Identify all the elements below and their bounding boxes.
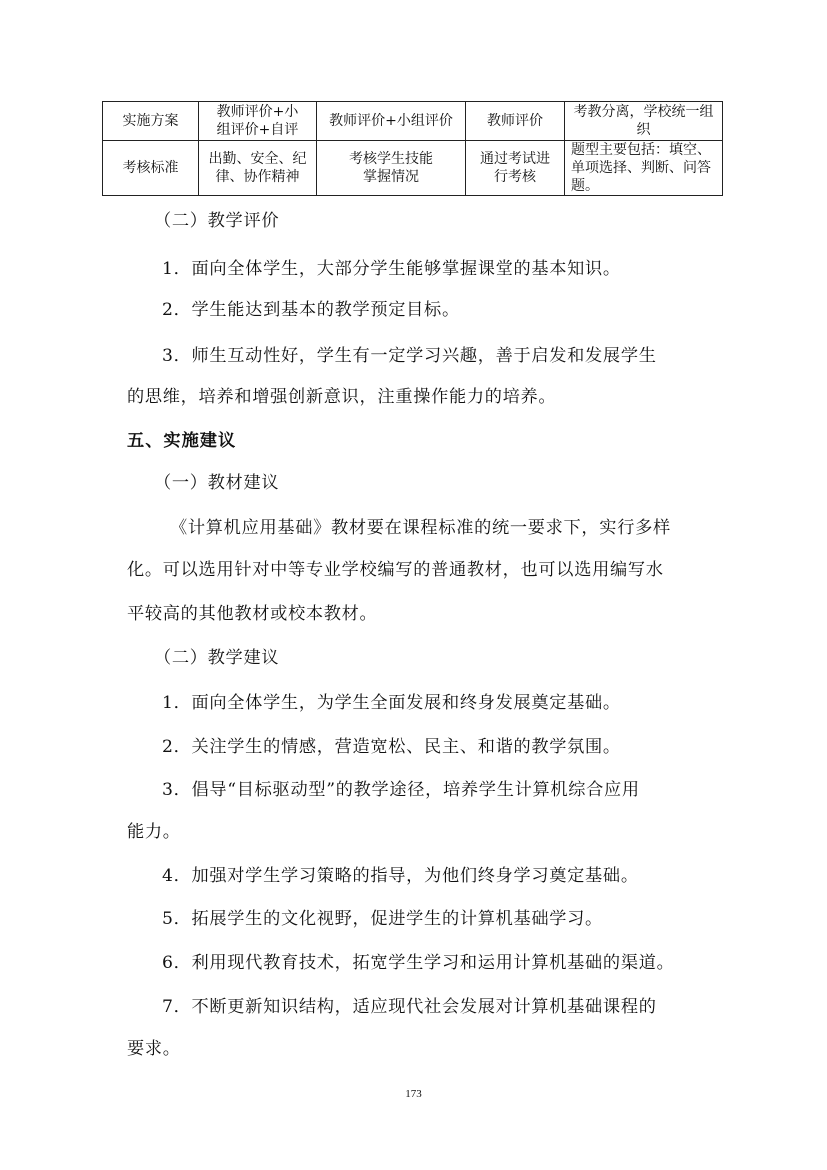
list-item-continuation: 的思维，培养和增强创新意识，注重操作能力的培养。 (127, 387, 557, 407)
section-heading-implementation: 五、实施建议 (127, 431, 237, 451)
table-cell: 教师评价+小组评价 (317, 102, 466, 141)
table-cell: 出勤、安全、纪律、协作精神 (199, 141, 317, 196)
list-item: 6．利用现代教育技术，拓宽学生学习和运用计算机基础的渠道。 (162, 953, 675, 973)
list-item: 7．不断更新知识结构，适应现代社会发展对计算机基础课程的 (162, 997, 657, 1017)
section-heading-teaching-evaluation: （二）教学评价 (154, 211, 280, 231)
table-row (103, 102, 723, 141)
list-item: 1．面向全体学生，大部分学生能够掌握课堂的基本知识。 (162, 259, 621, 279)
list-item: 4．加强对学生学习策略的指导，为他们终身学习奠定基础。 (162, 866, 639, 886)
list-item: 2．关注学生的情感，营造宽松、民主、和谐的教学氛围。 (162, 737, 621, 757)
paragraph-line: 化。可以选用针对中等专业学校编写的普通教材，也可以选用编写水 (127, 560, 664, 580)
paragraph-line: 平较高的其他教材或校本教材。 (127, 604, 378, 624)
table-cell: 通过考试进行考核 (466, 141, 565, 196)
list-item-continuation: 要求。 (127, 1039, 181, 1059)
assessment-table (102, 101, 723, 196)
page-number: 173 (405, 1088, 422, 1100)
list-item: 2．学生能达到基本的教学预定目标。 (162, 300, 460, 320)
table-cell: 教师评价 (466, 102, 565, 141)
table-cell: 题型主要包括：填空、单项选择、判断、问答题。 (565, 141, 723, 196)
list-item: 5．拓展学生的文化视野，促进学生的计算机基础学习。 (162, 909, 603, 929)
list-item-continuation: 能力。 (127, 822, 181, 842)
table-row (103, 141, 723, 196)
section-heading-textbook: （一）教材建议 (154, 473, 280, 493)
list-item: 3．倡导“目标驱动型”的教学途径，培养学生计算机综合应用 (162, 780, 640, 800)
list-item: 1．面向全体学生，为学生全面发展和终身发展奠定基础。 (162, 693, 621, 713)
section-heading-teaching-suggestions: （二）教学建议 (154, 648, 280, 668)
table-row-header: 实施方案 (103, 102, 199, 141)
table-cell: 教师评价+小组评价+自评 (199, 102, 317, 141)
table-row-header: 考核标准 (103, 141, 199, 196)
paragraph-line: 《计算机应用基础》教材要在课程标准的统一要求下，实行多样 (170, 518, 671, 538)
table-cell: 考教分离，学校统一组织 (565, 102, 723, 141)
list-item: 3．师生互动性好，学生有一定学习兴趣，善于启发和发展学生 (162, 346, 657, 366)
table-cell: 考核学生技能掌握情况 (317, 141, 466, 196)
